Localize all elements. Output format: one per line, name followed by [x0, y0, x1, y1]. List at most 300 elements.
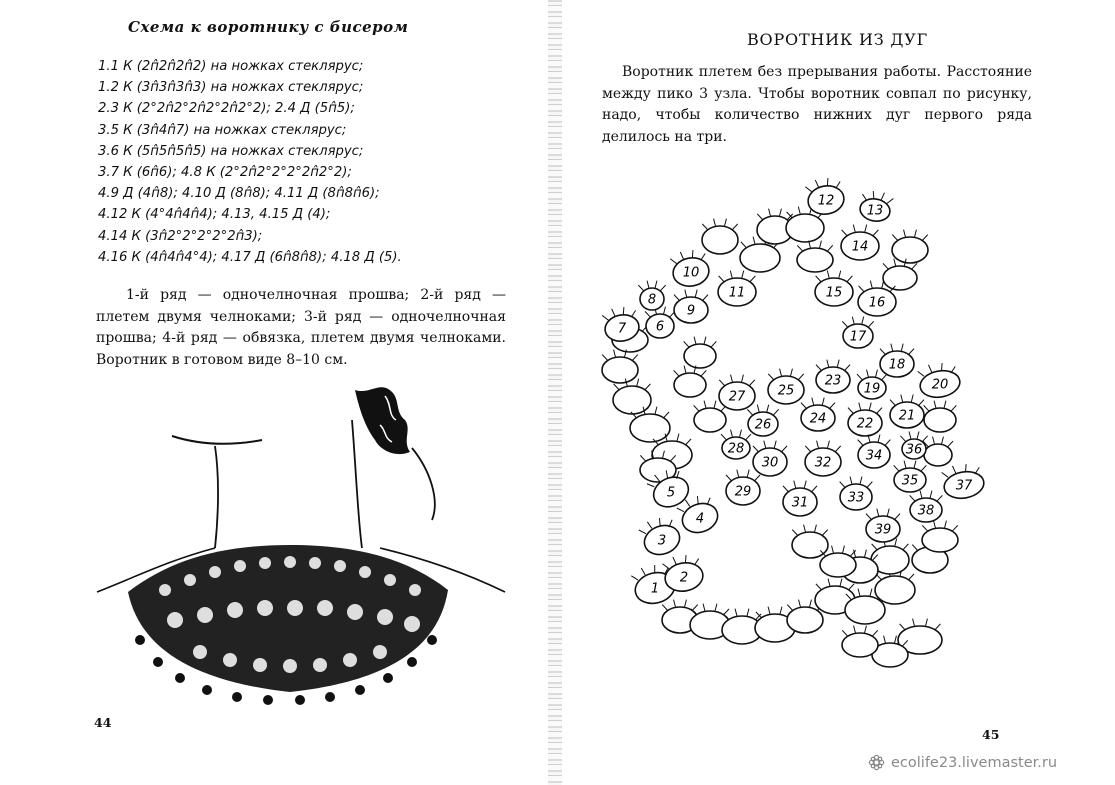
scheme-line: 3.7 К (6п̂6); 4.8 К (2°2п̂2°2°2°2п̂2°2);	[98, 164, 352, 180]
picot	[884, 636, 886, 644]
picot	[686, 439, 691, 445]
tatting-chain-ring	[842, 633, 878, 657]
scheme-line: 3.6 К (5п̂5п̂5п̂5) на ножках стеклярус;	[98, 143, 364, 159]
picot	[865, 225, 867, 233]
picot	[659, 518, 660, 526]
picot	[623, 307, 624, 315]
picot	[909, 574, 914, 580]
picot	[816, 365, 821, 371]
picot	[918, 371, 924, 376]
ring-number-label: 32	[814, 455, 832, 471]
picot	[749, 380, 754, 386]
ring-number-label: 20	[931, 377, 949, 393]
picot	[655, 281, 657, 289]
picot	[873, 230, 878, 236]
picot	[673, 557, 676, 564]
picot	[894, 259, 896, 267]
picot	[753, 446, 758, 452]
picot	[641, 568, 645, 575]
picot	[920, 491, 922, 499]
picot	[812, 398, 814, 406]
tatting-chain-ring	[892, 237, 928, 263]
ring-number-label: 5	[666, 485, 676, 501]
ring-number-label: 38	[917, 503, 935, 519]
picot	[913, 619, 915, 627]
picot	[904, 230, 906, 238]
picot	[655, 407, 657, 415]
picot	[747, 409, 752, 415]
picot	[739, 430, 741, 438]
picot	[857, 374, 862, 380]
picot	[928, 365, 931, 372]
picot	[894, 636, 896, 644]
watermark-text: ecolife23.livemaster.ru	[891, 754, 1058, 771]
picot	[684, 600, 686, 608]
scheme-line: 1.2 К (3п̂3п̂3п̂3) на ножках стеклярус;	[98, 80, 364, 96]
picot	[684, 341, 689, 347]
picot	[730, 271, 732, 279]
ring-number-label: 18	[888, 357, 906, 373]
ring-number-label: 4	[695, 511, 705, 527]
picot	[719, 380, 724, 386]
picot	[602, 315, 608, 320]
ring-number-label: 27	[728, 389, 746, 405]
picot	[887, 509, 889, 517]
picot	[864, 626, 866, 634]
picot	[847, 276, 852, 282]
page-heading: ВОРОТНИК ИЗ ДУГ	[747, 30, 928, 49]
picot	[909, 432, 911, 440]
picot	[702, 224, 707, 230]
picot	[859, 403, 861, 411]
picot	[911, 395, 913, 403]
picot	[677, 434, 679, 442]
picot	[663, 307, 665, 315]
picot	[919, 400, 924, 406]
scheme-line: 4.9 Д (4п̂8); 4.10 Д (8п̂8); 4.11 Д (8п̂8п̂6);	[98, 186, 380, 202]
tatting-chain-ring	[787, 607, 823, 633]
picot	[779, 209, 781, 217]
picot	[819, 241, 821, 249]
picot	[837, 360, 839, 368]
page-number-right: 45	[982, 727, 1000, 742]
picot	[764, 441, 766, 449]
picot	[701, 370, 706, 376]
ring-number-label: 1	[650, 581, 660, 597]
picot	[768, 374, 773, 380]
watermark	[868, 754, 1057, 771]
picot	[878, 435, 880, 443]
picot	[860, 477, 862, 485]
picot	[922, 436, 927, 442]
picot	[924, 405, 929, 411]
tatting-chain-ring	[740, 244, 780, 272]
picot	[872, 544, 877, 550]
picot	[647, 522, 652, 529]
ring-number-label: 14	[851, 239, 869, 255]
picot	[631, 576, 638, 580]
ring-number-label: 12	[817, 193, 835, 209]
picot	[602, 355, 607, 361]
scheme-title: Схема к воротнику с бисером	[128, 18, 409, 36]
ring-number-label: 7	[617, 321, 627, 337]
picot	[839, 271, 841, 279]
tatting-chain-ring	[602, 357, 638, 383]
picot	[842, 230, 847, 236]
picot	[714, 219, 716, 227]
ring-number-label: 34	[865, 448, 883, 464]
picot	[867, 370, 869, 378]
ring-number-label: 22	[856, 416, 874, 432]
picot	[854, 626, 856, 634]
picot	[845, 365, 850, 371]
tatting-chain-ring	[845, 596, 885, 624]
ring-number-label: 3	[657, 533, 667, 549]
tatting-chain-ring	[613, 386, 651, 414]
picot	[632, 355, 637, 361]
description-text: Воротник плетем без прерывания работы. Расстояние между пико 3 узла. Чтобы воротник совпал по рисунку, надо, чтобы количество нижних дуг первого ряда делилось на три.	[602, 64, 1032, 145]
picot	[914, 230, 916, 238]
picot	[812, 486, 817, 492]
picot	[769, 209, 771, 217]
picot	[842, 546, 844, 554]
picot	[842, 630, 847, 636]
picot	[684, 366, 686, 374]
picot	[935, 624, 940, 630]
tatting-chain-ring	[786, 214, 824, 242]
picot	[674, 370, 679, 376]
picot	[647, 484, 654, 487]
tatting-chain-ring	[797, 248, 833, 272]
scheme-line: 1.1 К (2п̂2п̂2п̂2) на ножках стеклярус;	[98, 59, 364, 74]
picot	[715, 604, 717, 612]
picot	[930, 491, 932, 499]
tatting-chain-ring	[702, 226, 738, 254]
picot	[864, 550, 866, 558]
picot	[801, 403, 806, 409]
picot	[815, 180, 818, 187]
picot	[827, 245, 832, 251]
picot	[873, 191, 874, 199]
flower-icon	[868, 754, 885, 771]
picot	[921, 465, 926, 471]
ring-number-label: 21	[898, 408, 916, 424]
picot	[774, 441, 776, 449]
ring-number-label: 19	[863, 381, 881, 397]
picot	[612, 309, 615, 316]
picot	[631, 310, 635, 317]
ring-number-label: 16	[868, 295, 886, 311]
ring-number-label: 6	[655, 319, 665, 335]
picot	[877, 509, 879, 517]
ring-number-label: 10	[682, 265, 700, 281]
collar-lace	[128, 545, 448, 705]
picot	[890, 400, 895, 406]
picot	[768, 607, 770, 615]
picot	[836, 182, 840, 189]
picot	[944, 521, 946, 529]
ring-number-label: 25	[777, 383, 795, 399]
picot	[832, 546, 834, 554]
picot	[830, 403, 835, 409]
picot	[640, 455, 645, 461]
page-number-left: 44	[94, 715, 112, 730]
picot	[869, 403, 871, 411]
picot	[645, 311, 650, 317]
scheme-line: 4.16 К (4п̂4п̂4°4); 4.17 Д (6п̂8п̂8); 4.18 Д (5).	[98, 249, 402, 265]
picot	[850, 477, 852, 485]
picot	[773, 409, 778, 415]
picot	[757, 405, 759, 413]
picot	[674, 600, 676, 608]
picot	[827, 441, 829, 449]
picot	[662, 605, 667, 611]
picot	[901, 344, 903, 352]
picot	[692, 605, 697, 611]
picot	[767, 405, 769, 413]
picot	[735, 609, 737, 617]
picot	[894, 465, 899, 471]
picot	[792, 530, 797, 536]
ring-number-label: 15	[825, 285, 843, 301]
picot	[798, 207, 800, 215]
picot	[822, 530, 827, 536]
picot	[647, 281, 649, 289]
picot	[840, 579, 842, 587]
ring-number-label: 36	[905, 442, 923, 458]
picot	[703, 604, 705, 612]
picot	[645, 384, 650, 390]
picot	[903, 544, 908, 550]
picot	[922, 525, 927, 531]
picot	[746, 434, 751, 440]
picot	[664, 412, 669, 418]
tatting-chain-ring	[820, 553, 856, 577]
picot	[882, 374, 887, 380]
picot	[912, 545, 917, 551]
picot	[639, 530, 646, 534]
picot	[900, 624, 905, 630]
picot	[859, 286, 864, 292]
picot	[703, 295, 708, 301]
picot	[692, 250, 693, 258]
picot	[912, 263, 917, 269]
picot	[849, 584, 854, 590]
ring-number-label: 2	[679, 570, 689, 586]
ring-number-label: 13	[866, 203, 884, 219]
picot	[780, 607, 782, 615]
picot	[794, 481, 796, 489]
picot	[862, 317, 864, 325]
picot	[952, 525, 957, 531]
picot	[694, 337, 696, 345]
left-page	[0, 0, 555, 785]
picot	[797, 245, 802, 251]
picot	[892, 235, 897, 241]
picot	[804, 481, 806, 489]
picot	[910, 495, 915, 501]
picot	[853, 225, 855, 233]
picot	[882, 281, 884, 289]
ring-number-label: 26	[754, 417, 772, 433]
picot	[904, 461, 906, 469]
picot	[737, 470, 739, 478]
picot	[741, 242, 746, 248]
picot	[858, 440, 863, 446]
picot	[900, 436, 905, 442]
tatting-chain-ring	[674, 373, 706, 397]
picot	[891, 344, 893, 352]
picot	[952, 466, 955, 473]
picot	[750, 276, 755, 282]
picot	[726, 475, 731, 481]
picot	[694, 405, 699, 411]
picot	[809, 600, 811, 608]
picot	[732, 224, 737, 230]
scheme-line: 3.5 К (3п̂4п̂7) на ножках стеклярус;	[98, 122, 347, 138]
picot	[660, 285, 665, 291]
picot	[880, 349, 885, 355]
picot	[835, 446, 840, 452]
picot	[804, 525, 806, 533]
picot	[848, 408, 853, 414]
picot	[697, 496, 698, 504]
picot	[866, 514, 871, 520]
picot	[885, 440, 890, 446]
picot	[870, 281, 872, 289]
picot	[875, 370, 877, 378]
picot	[827, 178, 828, 186]
picot	[685, 555, 686, 563]
picot	[747, 470, 749, 478]
picot	[934, 401, 936, 409]
picot	[816, 584, 821, 590]
picot	[822, 398, 824, 406]
picot	[685, 500, 690, 507]
picot	[799, 600, 801, 608]
picot	[680, 252, 683, 259]
picot	[868, 321, 873, 327]
picot	[685, 290, 687, 298]
picot	[862, 194, 866, 201]
picot	[827, 271, 829, 279]
ring-number-label: 30	[761, 455, 779, 471]
ring-number-label: 33	[847, 490, 865, 506]
ring-number-label: 9	[686, 303, 696, 319]
picot	[942, 363, 943, 371]
right-page	[560, 0, 1115, 785]
picot	[662, 564, 668, 569]
picot	[858, 589, 860, 597]
picot	[852, 317, 854, 325]
scheme-line: 2.3 К (2°2п̂2°2п̂2°2п̂2°2); 2.4 Д (5п̂5);	[98, 101, 355, 117]
picot	[714, 401, 716, 409]
picot	[937, 495, 942, 501]
picot	[704, 401, 706, 409]
picot	[677, 508, 684, 512]
picot	[951, 405, 956, 411]
picot	[816, 276, 821, 282]
scheme-line: 4.14 К (3п̂2°2°2°2°2п̂3);	[98, 228, 263, 244]
ring-number-label: 28	[727, 441, 745, 457]
picot	[704, 337, 706, 345]
picot	[870, 589, 872, 597]
picot	[782, 446, 787, 452]
picot	[887, 199, 893, 204]
picot	[842, 321, 847, 327]
picot	[783, 486, 788, 492]
picot	[780, 369, 782, 377]
scheme-line: 4.12 К (4°4п̂4п̂4); 4.13, 4.15 Д (4);	[98, 207, 331, 223]
picot	[790, 369, 792, 377]
tatting-chain-ring	[875, 576, 915, 604]
picot	[909, 349, 914, 355]
picot	[901, 395, 903, 403]
picot	[827, 360, 829, 368]
tatting-chain-ring	[694, 408, 726, 432]
ring-number-label: 39	[874, 522, 892, 538]
picot	[614, 350, 616, 358]
tatting-chain-ring	[924, 444, 952, 466]
picot	[755, 475, 760, 481]
picot	[867, 482, 872, 488]
picot	[966, 464, 967, 472]
picot	[694, 559, 698, 566]
picot	[883, 263, 888, 269]
ring-number-label: 31	[791, 495, 809, 511]
picot	[701, 254, 705, 261]
picot	[933, 437, 935, 445]
tatting-chain-ring	[922, 528, 958, 552]
picot	[872, 630, 877, 636]
picot	[828, 579, 830, 587]
tatting-diagram	[560, 0, 1115, 785]
picot	[747, 609, 749, 617]
picot	[922, 235, 927, 241]
instructions-text: 1-й ряд — одночелночная прошва; 2-й ряд — плетем двумя челноками; 3-й ряд — одночелночная прошва; 4-й ряд — обвязка, плетем двумя челноками. Воротник в готовом виде 8–10 см.	[96, 287, 506, 368]
picot	[757, 214, 762, 220]
picot	[941, 437, 943, 445]
picot	[805, 187, 811, 192]
ring-number-label: 24	[809, 411, 827, 427]
ring-number-label: 29	[734, 484, 752, 500]
ring-number-label: 23	[824, 373, 842, 389]
picot	[895, 539, 897, 547]
picot	[719, 276, 724, 282]
collar-illustration	[0, 0, 555, 785]
picot	[637, 379, 639, 387]
tatting-chain-ring	[792, 532, 828, 558]
picot	[731, 430, 733, 438]
picot	[695, 290, 697, 298]
picot	[753, 237, 755, 245]
picot	[742, 271, 744, 279]
picot	[787, 605, 792, 611]
ring-number-label: 11	[728, 285, 746, 301]
picot	[934, 521, 936, 529]
picot	[670, 259, 676, 264]
picot	[741, 375, 743, 383]
tatting-chain-ring	[684, 344, 716, 368]
picot	[724, 609, 729, 615]
picot	[817, 441, 819, 449]
picot	[711, 341, 716, 347]
picot	[942, 472, 948, 477]
ring-number-label: 35	[901, 473, 919, 489]
picot	[638, 285, 643, 291]
picot	[814, 525, 816, 533]
tatting-chain-ring	[924, 408, 956, 432]
